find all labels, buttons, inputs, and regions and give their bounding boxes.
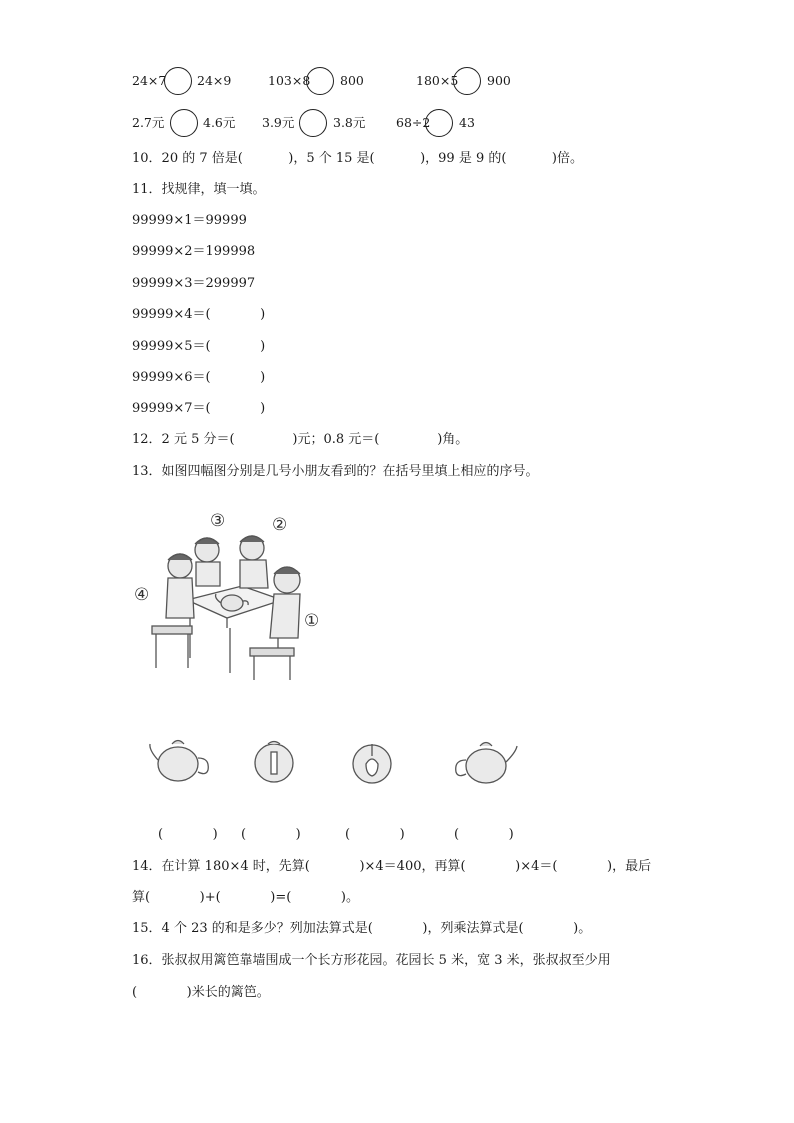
pattern-line: 99999×6＝( ) bbox=[132, 370, 266, 385]
pattern-line: 99999×4＝( ) bbox=[132, 307, 266, 322]
compare-circle[interactable] bbox=[453, 67, 481, 95]
question-13: 13．如图四幅图分别是几号小朋友看到的？在括号里填上相应的序号。 bbox=[132, 464, 539, 479]
compare-circle[interactable] bbox=[164, 67, 192, 95]
teapot-side-view-reversed-icon bbox=[454, 734, 524, 789]
answer-blank[interactable]: ( ) bbox=[241, 827, 301, 842]
answer-blank[interactable]: ( ) bbox=[345, 827, 405, 842]
question-15: 15．4 个 23 的和是多少？列加法算式是( )，列乘法算式是( )。 bbox=[132, 921, 592, 936]
question-16-line-1: 16．张叔叔用篱笆靠墙围成一个长方形花园。花园长 5 米，宽 3 米，张叔叔至少用 bbox=[132, 953, 611, 968]
compare-left: 68÷2 bbox=[396, 115, 431, 130]
pattern-line: 99999×1＝99999 bbox=[132, 213, 247, 228]
compare-right: 800 bbox=[340, 73, 364, 88]
question-11-title: 11．找规律，填一填。 bbox=[132, 182, 266, 197]
compare-right: 3.8元 bbox=[333, 115, 366, 130]
compare-circle[interactable] bbox=[425, 109, 453, 137]
pattern-line: 99999×5＝( ) bbox=[132, 339, 266, 354]
children-table-illustration bbox=[132, 508, 332, 688]
teapot-front-view-icon bbox=[250, 736, 300, 786]
compare-right: 43 bbox=[459, 115, 475, 130]
question-10: 10．20 的 7 倍是( )，5 个 15 是( )，99 是 9 的( )倍。 bbox=[132, 151, 583, 166]
teapot-side-view-icon bbox=[146, 732, 216, 787]
child-number-3: ③ bbox=[210, 511, 226, 531]
child-number-1: ① bbox=[304, 611, 320, 631]
compare-left: 2.7元 bbox=[132, 115, 165, 130]
compare-right: 900 bbox=[487, 73, 511, 88]
compare-left: 24×7 bbox=[132, 73, 167, 88]
compare-right: 24×9 bbox=[197, 73, 232, 88]
compare-right: 4.6元 bbox=[203, 115, 236, 130]
pattern-line: 99999×2＝199998 bbox=[132, 244, 256, 259]
question-12: 12．2 元 5 分＝( )元；0.8 元＝( )角。 bbox=[132, 432, 469, 447]
compare-left: 103×8 bbox=[268, 73, 311, 88]
pattern-line: 99999×3＝299997 bbox=[132, 276, 256, 291]
compare-circle[interactable] bbox=[306, 67, 334, 95]
question-14-line-1: 14．在计算 180×4 时，先算( )×4＝400，再算( )×4＝( )，最后 bbox=[132, 859, 652, 874]
compare-circle[interactable] bbox=[299, 109, 327, 137]
question-14-line-2: 算( )+( )=( )。 bbox=[132, 890, 359, 905]
teapot-top-view-icon bbox=[348, 738, 398, 788]
pattern-line: 99999×7＝( ) bbox=[132, 401, 266, 416]
compare-left: 3.9元 bbox=[262, 115, 295, 130]
compare-left: 180×5 bbox=[416, 73, 459, 88]
question-16-line-2: ( )米长的篱笆。 bbox=[132, 985, 270, 1000]
child-number-2: ② bbox=[272, 515, 288, 535]
answer-blank[interactable]: ( ) bbox=[158, 827, 218, 842]
compare-circle[interactable] bbox=[170, 109, 198, 137]
answer-blank[interactable]: ( ) bbox=[454, 827, 514, 842]
child-number-4: ④ bbox=[134, 585, 150, 605]
